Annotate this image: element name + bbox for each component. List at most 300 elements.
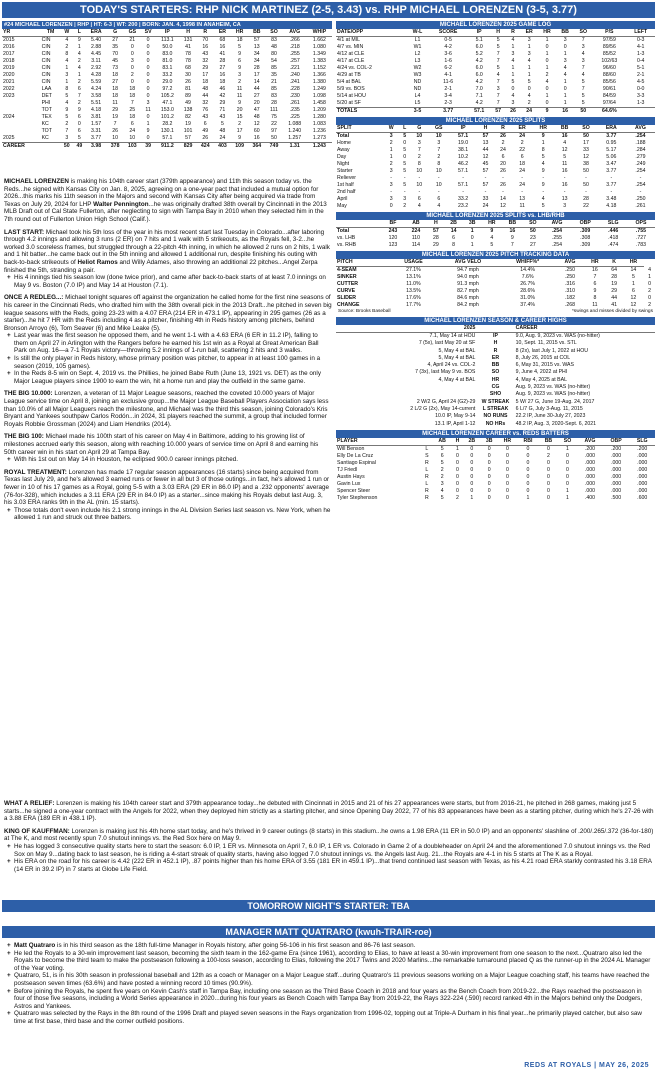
table-cell: 89 [185, 93, 191, 99]
table-cell: 28 [253, 65, 260, 71]
table-row [2, 114, 332, 121]
table-cell: 29 [202, 65, 209, 71]
table-cell: 76 [202, 107, 209, 113]
table-cell: 28 [432, 235, 439, 241]
table-cell: 5 [238, 44, 242, 50]
table-cell: 29.0 [162, 79, 173, 85]
table-cell: 19 [112, 114, 119, 120]
table-cell: 48 [271, 44, 277, 50]
table-cell: 0 [546, 466, 550, 473]
table-cell: 224 [411, 228, 421, 234]
table-cell: 57 [482, 168, 489, 174]
table-cell: .235 [289, 107, 300, 113]
table-cell: .000 [611, 459, 622, 466]
column-header: GS [428, 125, 449, 133]
table-cell: 88/60 [602, 72, 616, 78]
column-header: SLG [629, 438, 655, 446]
table-cell [336, 384, 476, 391]
table-cell: 12 [482, 154, 489, 160]
table-cell: L [425, 445, 429, 452]
table-cell: .250 [635, 196, 646, 202]
table-row [2, 135, 332, 143]
table-cell: 28.2 [162, 121, 173, 127]
table-cell: 50.0 [162, 44, 173, 50]
table-cell: - [542, 175, 545, 181]
table-cell: 24 [519, 182, 526, 188]
table-cell: 0 [546, 459, 550, 466]
table-cell: 2 [455, 494, 459, 501]
table-cell: 13.1% [406, 274, 421, 280]
narrative-left [4, 178, 332, 527]
table-cell: 17.7% [406, 302, 421, 308]
column-header: ER [214, 29, 231, 37]
bullet: + Quatraro was selected by the Rays in the 8th round of the 1996 Draft and played seven seasons in the Rays organization from 1996-02, topping out at Triple-A Durham in his final year...he primarily played catcher, but also saw time at first base, third base and the corner outfield positions. [4, 1010, 654, 1025]
table-cell: L5 [414, 100, 421, 106]
table-cell: .218 [289, 44, 300, 50]
table-cell: 1 [648, 274, 651, 280]
table-cell: CAREER [2, 143, 41, 151]
table-row [336, 161, 655, 168]
table-cell: 9.0, Aug. 9, 2023 vs. WAS (no-hitter) [515, 333, 600, 339]
table-cell: 81.0 [162, 58, 173, 64]
table-cell: 5/14 at HOU [337, 93, 366, 99]
table-cell: 48 [202, 86, 209, 92]
table-cell: 32 [202, 58, 209, 64]
table-cell: 13 [519, 196, 526, 202]
table-cell: 2nd half [337, 189, 356, 195]
table-cell: 5.1 [475, 37, 483, 43]
table-cell: 48 [219, 128, 226, 134]
table-cell: 2 [77, 100, 81, 106]
table-cell: 0 [130, 44, 134, 50]
table-cell: 4 [65, 58, 69, 64]
table-cell: 71 [219, 107, 226, 113]
table-cell: 6, May 31, 2015 vs. WAS [515, 362, 574, 369]
table-cell: .600 [637, 494, 648, 501]
column-header: G [411, 125, 429, 133]
bullet: + He has logged 3 consecutive quality starts here to start the season: 6.0 IP, 1 ER vs. Minnesota on April 7, 6.0 IP, 1 ER vs. Colorado in Game 2 of a doubleheader on April 24 and the aforementioned 7.0 shutout innings vs. the Red Sox on May 9...dating back to last season, he is riding a 4-start streak of quality starts, having also logged 7.0 shutout innings vs. the Angels last Aug. 21...the Royals are 4-1 in his 5 starts at The K as a Royal. [4, 843, 654, 858]
table-cell: 0 [455, 466, 459, 473]
column-header: USAGE [391, 259, 437, 267]
table-cell: CURVE [337, 288, 356, 294]
table-cell: W STREAK [481, 398, 510, 405]
table-cell: 49 [202, 128, 209, 134]
table-cell: 6 [452, 235, 456, 241]
table-row [336, 488, 655, 495]
pitch-source: Source: Brooks Baseball [338, 309, 391, 314]
table-cell: 6 [593, 281, 597, 287]
table-cell: 0 [487, 480, 491, 487]
table-cell: 4 [65, 37, 69, 43]
table-cell: 0 [505, 466, 509, 473]
table-cell: .000 [611, 473, 622, 480]
table-cell: 0 [526, 473, 530, 480]
table-cell: L STREAK [482, 405, 509, 412]
table-cell: 50 [271, 135, 277, 141]
table-cell: 13 [561, 196, 568, 202]
bullet: + In the Reds 8-5 win on Sept. 4, 2019 vs. the Phillies, he joined Babe Ruth (June 13, 1921 vs. DET) as the only Major League players since 1900 to earn the win, hit a home run and play the outfield in the same game. [4, 370, 332, 385]
table-cell: 1.383 [312, 58, 326, 64]
table-cell: 4 [527, 58, 531, 64]
gamelog-title: MICHAEL LORENZEN 2025 GAME LOG [336, 21, 655, 29]
highs-table [336, 325, 655, 428]
table-row [336, 58, 655, 65]
table-cell: 1 [77, 72, 81, 78]
table-cell: 4 [511, 37, 515, 43]
table-cell: 0 [545, 100, 549, 106]
table-cell: 13 [482, 140, 489, 146]
table-cell: 7 [65, 128, 69, 134]
table-cell: 1 [541, 140, 545, 146]
table-cell: 1 [563, 79, 567, 85]
table-cell: 11 [236, 86, 243, 92]
table-cell: 44 [611, 295, 618, 301]
table-cell: 82.7 mph [457, 288, 479, 294]
table-cell: 70 [202, 37, 209, 43]
column-header: H [179, 29, 196, 37]
table-cell: 0 [526, 445, 530, 452]
table-cell: Austin Hays [337, 473, 365, 480]
table-cell: 1 [511, 72, 515, 78]
table-cell: 0 [470, 487, 474, 494]
table-row [336, 467, 655, 474]
table-cell: 33 [482, 196, 489, 202]
table-cell: 16 [253, 135, 260, 141]
table-cell: TOT [41, 128, 52, 134]
table-cell: 4 [563, 65, 567, 71]
table-cell: 11 [236, 93, 243, 99]
table-cell: 0 [563, 44, 567, 50]
table-cell: 10 [129, 135, 136, 141]
table-cell: Elly De La Cruz [337, 452, 374, 459]
table-cell: .255 [551, 235, 563, 241]
table-cell: 83 [271, 37, 277, 43]
table-cell: .000 [637, 459, 648, 466]
table-row [336, 445, 655, 453]
table-cell: 5 [440, 459, 444, 466]
table-cell: 3.31 [91, 128, 102, 134]
table-cell: 6 [440, 452, 444, 459]
table-cell: 4/17 at CLE [337, 58, 365, 64]
table-cell: 3 [403, 196, 407, 202]
table-cell: 1 [511, 44, 515, 50]
table-cell: 2-1 [636, 72, 645, 78]
table-cell: 0 [527, 86, 531, 92]
table-cell: 43 [202, 114, 209, 120]
column-header: AB [404, 220, 427, 228]
table-cell: 29 [611, 288, 618, 294]
kauffman-paragraph: KING OF KAUFFMAN: Lorenzen is making just his 4th home start today, and he's thrived in 9 career outings (8 starts) in this stadium...he owns a 1.98 ERA (11 ER in 50.0 IP) and an opponents' slashline of .200/.265/.372 (36-for-180) at The K, and most recently spun 7.0 shutout innings vs. the Red Sox here on May 9. + He has logged 3 consecutive quality starts here to start the season: 6.0 IP, 1 ER vs. Minnesota on April 7, 6.0 IP, 1 ER vs. Colorado in Game 2 of a doubleheader on April 24 and the aforementioned 7.0 shutout innings vs. the Red Sox on May 9...dating back to last season, he is riding a 4-start streak of quality starts, having also logged 7.0 shutout innings vs. the Angels last Aug. 21...the Royals are 4-1 in his 5 starts at The K as a Royal. + His ERA on the road for his career is 4.42 (222 ER in 452.1 IP), .87 points higher than his home ERA of 3.55 (181 ER in 459.1 IP)...that trend continued last season with Texas, as his 4.21 road ERA starkly contrasted his 3.18 ERA (14 ER in 39.2 IP) in 7 starts at Globe Life Field. [4, 828, 654, 874]
narrative-wide [4, 800, 654, 878]
table-cell: 4 [648, 266, 651, 273]
table-cell: 28.6% [520, 288, 535, 294]
table-cell: R [424, 494, 429, 501]
table-cell: 9 [541, 133, 545, 139]
table-cell: 16 [219, 44, 226, 50]
table-cell: 5 [496, 37, 500, 43]
table-cell: 3 [130, 58, 134, 64]
table-cell: 6 [520, 154, 524, 160]
table-cell: 4 [511, 58, 515, 64]
table-cell: Aug. 9, 2023 vs. WAS (no-hitter) [515, 384, 591, 391]
table-cell: 24 [519, 133, 526, 139]
table-cell: 0 [487, 473, 491, 480]
table-row [336, 274, 655, 281]
table-cell: 5/20 at SF [337, 100, 361, 106]
column-header: SO [265, 29, 282, 37]
table-cell: 0 [470, 480, 474, 487]
table-cell: 57.1 [162, 135, 173, 141]
table-cell: 0 [130, 51, 134, 57]
table-cell: 424 [197, 143, 214, 151]
table-cell: 19.0 [458, 140, 469, 146]
table-cell: 9 [538, 108, 556, 116]
table-cell: 9 [541, 168, 545, 174]
table-cell: 19 [611, 281, 618, 287]
table-cell: 911.2 [155, 143, 179, 151]
table-cell: 1.57 [91, 121, 102, 127]
bullet: + Is still the only player in Reds history, whose primary position was pitcher, to appear in at least 100 games in a season (2019, 105 games). [4, 355, 332, 370]
table-cell: SO [491, 369, 500, 376]
table-cell: 44 [253, 86, 260, 92]
table-cell: 829 [179, 143, 196, 151]
table-cell: 1.088 [288, 121, 302, 127]
table-cell: .254 [635, 168, 646, 174]
table-cell: .000 [584, 487, 595, 494]
right-stats-column [336, 21, 655, 502]
table-cell: 5 [631, 274, 635, 280]
table-cell: 18 [112, 72, 119, 78]
table-cell: 3.77 [91, 135, 102, 141]
column-header: 3B [481, 438, 498, 446]
table-cell: 5 [496, 65, 500, 71]
table-cell: .000 [637, 466, 648, 473]
table-cell: 0 [505, 487, 509, 494]
table-cell: 3 [496, 86, 500, 92]
column-header: HR [623, 259, 644, 267]
table-cell: 3 [581, 44, 585, 50]
table-cell: 9 [490, 228, 494, 234]
table-cell: 8 [452, 242, 456, 248]
table-cell: - [437, 189, 440, 195]
table-cell: CIN [41, 72, 51, 78]
table-cell: 10, Sept. 11, 2015 vs. STL [515, 340, 577, 347]
table-cell: 0 [77, 121, 81, 127]
table-row [336, 399, 655, 406]
table-cell: .000 [584, 459, 595, 466]
table-row [336, 79, 655, 86]
table-cell: 3.77 [429, 108, 468, 116]
table-cell: .200 [637, 445, 648, 452]
table-cell: 27 [219, 65, 226, 71]
column-header: RBI [517, 438, 539, 446]
column-header: R [494, 125, 512, 133]
table-cell: 5 [220, 121, 224, 127]
table-cell: 5 [563, 154, 567, 160]
table-cell: H [493, 340, 498, 347]
table-cell: 21 [271, 79, 277, 85]
table-cell: L [425, 480, 429, 487]
table-cell: 13.1 IP, April 1-12 [434, 420, 476, 427]
table-cell: .261 [289, 100, 300, 106]
table-row [336, 242, 655, 249]
table-cell: CHANGE [337, 302, 360, 308]
table-cell: 113.1 [161, 37, 174, 43]
table-cell: 4 [65, 100, 69, 106]
table-cell: .284 [635, 147, 646, 153]
table-cell: 2019 [3, 65, 15, 71]
table-cell: 4/29 at TB [337, 72, 361, 78]
column-header: IP [449, 125, 476, 133]
table-cell: 24 [519, 168, 526, 174]
table-cell: 2 [648, 302, 651, 308]
table-cell [336, 391, 476, 398]
table-row [336, 281, 655, 288]
table-cell: 2 [545, 72, 549, 78]
table-cell: 85/52 [602, 51, 616, 57]
table-cell: 5.40 [91, 37, 102, 43]
table-cell: 364 [248, 143, 265, 151]
table-cell: 110 [411, 235, 421, 241]
table-cell: 4 [563, 140, 567, 146]
table-cell: 14 [450, 228, 457, 234]
table-cell: 18 [219, 79, 226, 85]
table-cell: 7 [496, 58, 500, 64]
table-cell: 5, May 4 at BAL [438, 347, 476, 354]
table-row [2, 107, 332, 114]
table-cell: 85 [271, 65, 277, 71]
table-cell: 120 [388, 235, 398, 241]
table-cell: 1.240 [288, 128, 302, 134]
column-header: LEFT [626, 29, 655, 37]
table-cell: 27 [112, 79, 119, 85]
table-cell: 3 [146, 100, 150, 106]
column-header: WHIP [307, 29, 332, 37]
table-cell: 9 [510, 235, 514, 241]
table-row [336, 44, 655, 51]
column-header: IP [468, 29, 491, 37]
table-cell: 6 [77, 128, 81, 134]
table-cell: 3 [389, 182, 393, 188]
table-cell: 50 [583, 133, 589, 139]
table-cell: 8, July 26, 2015 at COL [515, 354, 571, 361]
table-cell [2, 107, 41, 114]
table-cell: 5 [541, 154, 545, 160]
table-cell: 27 [112, 37, 119, 43]
career-stats-table [2, 29, 332, 150]
table-cell: - [542, 189, 545, 195]
table-cell: 83 [271, 93, 277, 99]
table-cell: 3.81 [91, 114, 102, 120]
table-cell: 1 [527, 72, 531, 78]
table-cell: 4.18 [606, 203, 617, 209]
column-header: P/S [592, 29, 626, 37]
table-cell: 78 [185, 51, 191, 57]
table-cell: 101 [183, 128, 193, 134]
table-cell: 45 [112, 58, 119, 64]
table-cell: 7 [496, 100, 500, 106]
table-cell: 1 [566, 487, 569, 494]
table-cell: Night [337, 161, 350, 167]
table-cell: 5 W/ 27 G, June 19-Aug. 24, 2017 [515, 398, 595, 405]
table-cell: Away [337, 147, 350, 153]
table-cell: 109 [231, 143, 248, 151]
table-cell: 0 [526, 487, 530, 494]
table-cell: 57 [482, 182, 489, 188]
table-cell: 57.1 [458, 168, 469, 174]
table-cell: 3 [527, 37, 531, 43]
table-cell: 1.152 [312, 65, 326, 71]
table-cell: Starter [337, 168, 353, 174]
table-cell: 2 [546, 452, 550, 459]
table-cell: 0 [563, 86, 567, 92]
table-cell: 0 [130, 79, 134, 85]
table-cell: HR [491, 376, 500, 383]
table-cell: 0 [146, 37, 150, 43]
table-cell: 0 [389, 203, 393, 209]
table-cell: CIN [41, 37, 51, 43]
table-cell: 5 [440, 445, 444, 452]
relief-paragraph: WHAT A RELIEF: Lorenzen is making his 104th career start and 379th appearance today...he debuted with Cincinnati in 2015 and 21 of his 27 appearances were starts, but from 2016-21, he pitched in 268 games, making just 5 starts...he signed a one-year contract with the Angels for 2022, when they deployed him strictly as a starting pitcher, and since Opening Day 2022, 77 of his 83 appearances have been as a starting pitcher, during which he's 27-26 with a 3.88 ERA (189 ER in 438.1 IP). [4, 800, 654, 823]
table-cell: 1 [470, 242, 474, 248]
redleg-paragraph: ONCE A REDLEG...: Michael tonight squares off against the organization he called home for the first nine seasons of his career in the Cincinnati Reds, who drafted him with the 38th overall pick in the 2013 Draft...he pitched in seven big league seasons with the Reds, going 23-23 with a 4.07 ERA (214 ER in 473.1 IP), appearing in 295 games (26 as a starter)...he hit 7 HR with the Reds including 4 as a pitcher, finishing 4th in Reds history among pitchers, behind Bronson Arroyo (6), Tom Seaver (6) and Mike Leake (5). + Last year was the first season he opposed them, and he went 1-1 with a 4.63 ERA (6 ER in 11.2 IP), falling to them on April 27 in Arlington with the Rangers before he earned his 1st win as a Royal at Great American Ball Park on Aug. 16—a 7-1 Royals victory—throwing 5.2 innings of 1-run ball, scattering 2 hits and 3 walks. + Is still the only player in Reds history, whose primary position was pitcher, to appear in at least 100 games in a season (2019, 105 games). + In the Reds 8-5 win on Sept. 4, 2019 vs. the Phillies, he joined Babe Ruth (June 13, 1921 vs. DET) as the only Major League players since 1900 to earn the win, hit a home run and play the outfield in the same game. [4, 294, 332, 385]
table-cell: 1 [389, 154, 393, 160]
table-cell: 7 [581, 65, 585, 71]
table-cell: 10 [435, 182, 442, 188]
table-cell [2, 100, 41, 107]
table-cell: 7 [113, 121, 117, 127]
column-header: W-L [406, 29, 428, 37]
table-cell: 0 [146, 72, 150, 78]
table-row [336, 495, 655, 502]
table-cell: 8 [417, 161, 421, 167]
table-row [336, 295, 655, 302]
table-cell: 0 [648, 281, 651, 287]
table-cell: BB [491, 362, 500, 369]
column-header: SO [558, 438, 577, 446]
table-row [336, 100, 655, 108]
table-cell: 12 [630, 295, 637, 301]
table-cell: 14.4% [520, 267, 535, 273]
table-cell: 6 [203, 121, 207, 127]
table-cell: 2020 [3, 72, 15, 78]
column-header: BB [248, 29, 265, 37]
table-cell: 1.366 [312, 72, 326, 78]
column-header: DATE/OPP [336, 29, 406, 37]
bio-bar: #24 MICHAEL LORENZEN | RHP | HT: 6-3 | WT: 200 | BORN: JAN. 4, 1998 IN ANAHEIM, CA [2, 21, 332, 29]
table-cell: 2 [77, 79, 81, 85]
table-cell: 2 [437, 154, 441, 160]
table-cell: 3 [389, 133, 393, 139]
table-cell: 57 [482, 133, 489, 139]
table-cell: 0 [470, 452, 474, 459]
table-row [2, 58, 332, 65]
bullet: + He led the Royals to a 30-win improvement last season, becoming the sixth team in the 162-game Era (since 1961), according to Elias, to have at least a 30-win improvement from one season to the next...Quatraro also led the Royals to become the third team to make the postseason following a 100-loss season, according to Elias, following the 2017 Twins and 2020 Marlins...the remarkable turnaround placed Q as the runner-up in the 2024 AL Manager of the Year voting. [4, 950, 654, 973]
column-header: HR [498, 438, 517, 446]
table-cell: 33.2 [162, 72, 173, 78]
table-cell: 26.7% [520, 281, 535, 287]
table-cell: 378 [107, 143, 124, 151]
table-cell: 1-3 [636, 100, 645, 106]
table-cell: 1-3 [636, 51, 645, 57]
table-cell: 114 [411, 242, 421, 248]
table-cell: Day [337, 154, 347, 160]
table-cell: 14 [630, 267, 637, 273]
table-cell: 0 [526, 466, 530, 473]
table-cell: W3 [413, 72, 422, 78]
table-cell: 0 [545, 44, 549, 50]
table-cell: 23 [529, 235, 536, 241]
